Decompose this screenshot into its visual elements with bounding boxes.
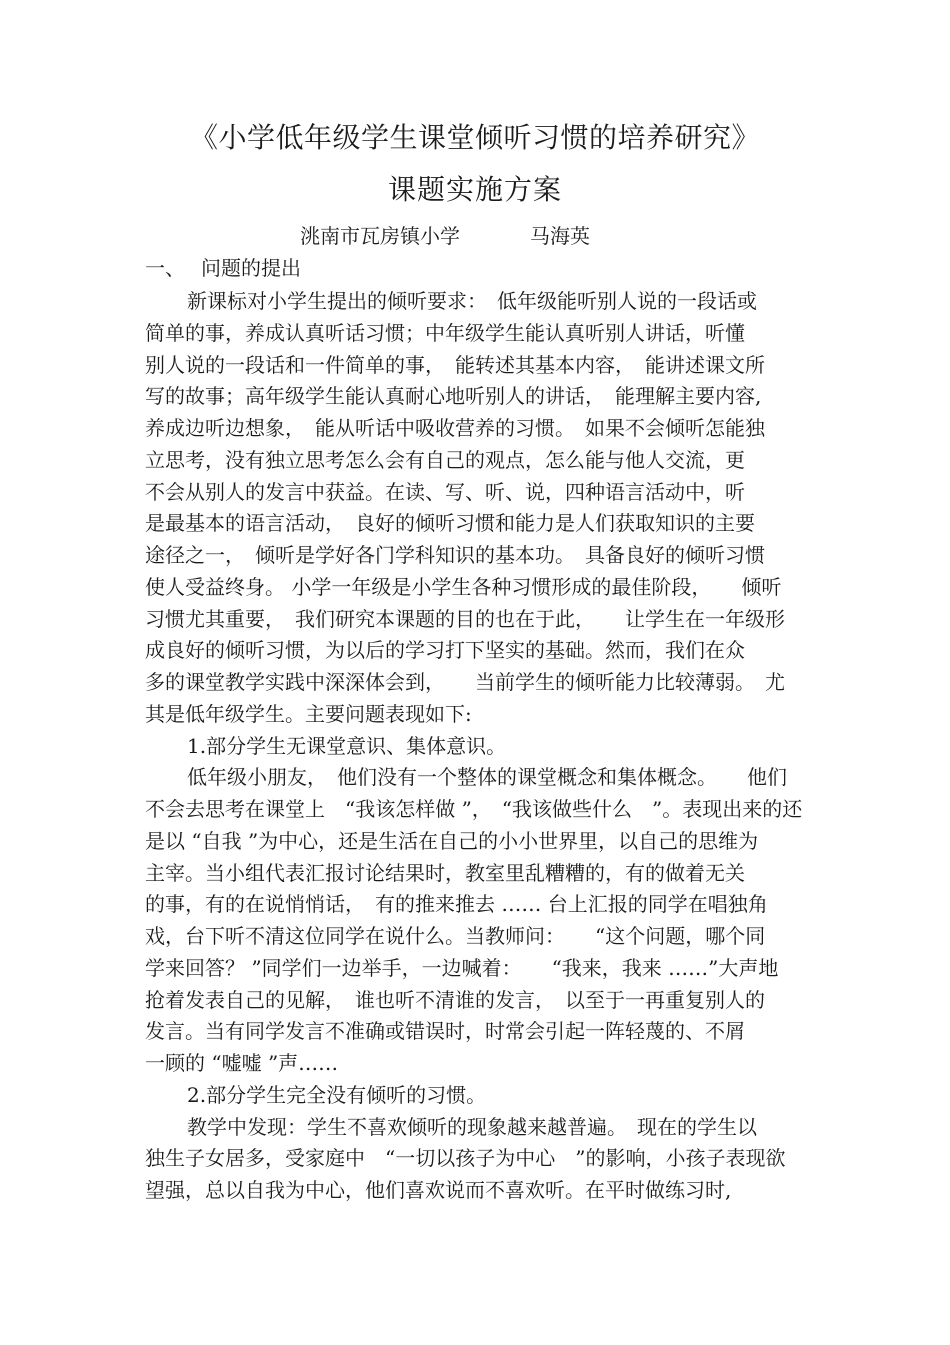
text-line: 一顾的 “嘘嘘 ”声…… xyxy=(145,1051,339,1075)
subheading-2: 2.部分学生完全没有倾听的习惯。 xyxy=(187,1082,487,1107)
text-line: 其是低年级学生。主要问题表现如下: xyxy=(145,701,472,726)
text-line: 抢着发表自己的见解， 谁也听不清谁的发言， 以至于一再重复别人的 xyxy=(145,987,765,1012)
text-line: 的事，有的在说悄悄话， 有的推来推去 …… 台上汇报的同学在唱独角 xyxy=(145,892,768,917)
section-number: 一、 xyxy=(145,256,185,280)
text-line: 戏，台下听不清这位同学在说什么。当教师问： “这个问题，哪个同 xyxy=(145,924,766,948)
text-line: 简单的事，养成认真听话习惯；中年级学生能认真听别人讲话，听懂 xyxy=(145,320,745,345)
section-heading xyxy=(145,254,301,282)
text-line: 立思考，没有独立思考怎么会有自己的观点，怎么能与他人交流，更 xyxy=(145,447,745,472)
text-line: 习惯尤其重要， 我们研究本课题的目的也在于此， 让学生在一年级形 xyxy=(145,606,785,631)
text-line: 新课标对小学生提出的倾听要求： 低年级能听别人说的一段话或 xyxy=(187,289,757,313)
text-line: 望强，总以自我为中心，他们喜欢说而不喜欢听。在平时做练习时, xyxy=(145,1178,732,1202)
text-line: 主宰。当小组代表汇报讨论结果时，教室里乱糟糟的，有的做着无关 xyxy=(145,860,745,885)
text-line: 不会从别人的发言中获益。在读、写、听、说，四种语言活动中，听 xyxy=(145,479,745,504)
text-line: 成良好的倾听习惯，为以后的学习打下坚实的基础。然而，我们在众 xyxy=(145,638,745,663)
text-line: 途径之一， 倾听是学好各门学科知识的基本功。 具备良好的倾听习惯 xyxy=(145,543,765,567)
document-subtitle: 课题实施方案 xyxy=(387,173,562,206)
text-line: 教学中发现：学生不喜欢倾听的现象越来越普遍。 现在的学生以 xyxy=(187,1114,757,1139)
subheading-1: 1.部分学生无课堂意识、集体意识。 xyxy=(187,733,507,758)
text-line: 不会去思考在课堂上 “我该怎样做 ”， “我该做些什么 ”。表现出来的还 xyxy=(145,797,803,821)
body-text xyxy=(145,286,810,1207)
text-line: 低年级小朋友， 他们没有一个整体的课堂概念和集体概念。 他们 xyxy=(187,765,787,790)
author-name: 马海英 xyxy=(530,224,590,248)
text-line: 独生子女居多，受家庭中 “一切以孩子为中心 ”的影响，小孩子表现欲 xyxy=(145,1146,786,1171)
text-line: 发言。当有同学发言不准确或错误时，时常会引起一阵轻蔑的、不屑 xyxy=(145,1019,745,1044)
text-line: 学来回答？ ”同学们一边举手，一边喊着： “我来，我来 ……”大声地 xyxy=(145,955,779,980)
text-line: 是最基本的语言活动， 良好的倾听习惯和能力是人们获取知识的主要 xyxy=(145,511,755,536)
byline xyxy=(300,222,590,250)
school-name: 洮南市瓦房镇小学 xyxy=(300,224,460,248)
text-line: 使人受益终身。 小学一年级是小学生各种习惯形成的最佳阶段， 倾听 xyxy=(145,574,782,599)
text-line: 写的故事；高年级学生能认真耐心地听别人的讲话， 能理解主要内容, xyxy=(145,384,762,409)
text-line: 养成边听边想象， 能从听话中吸收营养的习惯。 如果不会倾听怎能独 xyxy=(145,416,765,440)
section-title: 问题的提出 xyxy=(201,256,301,280)
text-line: 是以 “自我 ”为中心，还是生活在自己的小小世界里，以自己的思维为 xyxy=(145,828,759,853)
text-line: 多的课堂教学实践中深深体会到， 当前学生的倾听能力比较薄弱。 尤 xyxy=(145,670,785,694)
document-title: 《小学低年级学生课堂倾听习惯的培养研究》 xyxy=(189,121,760,154)
text-line: 别人说的一段话和一件简单的事， 能转述其基本内容， 能讲述课文所 xyxy=(145,352,765,377)
